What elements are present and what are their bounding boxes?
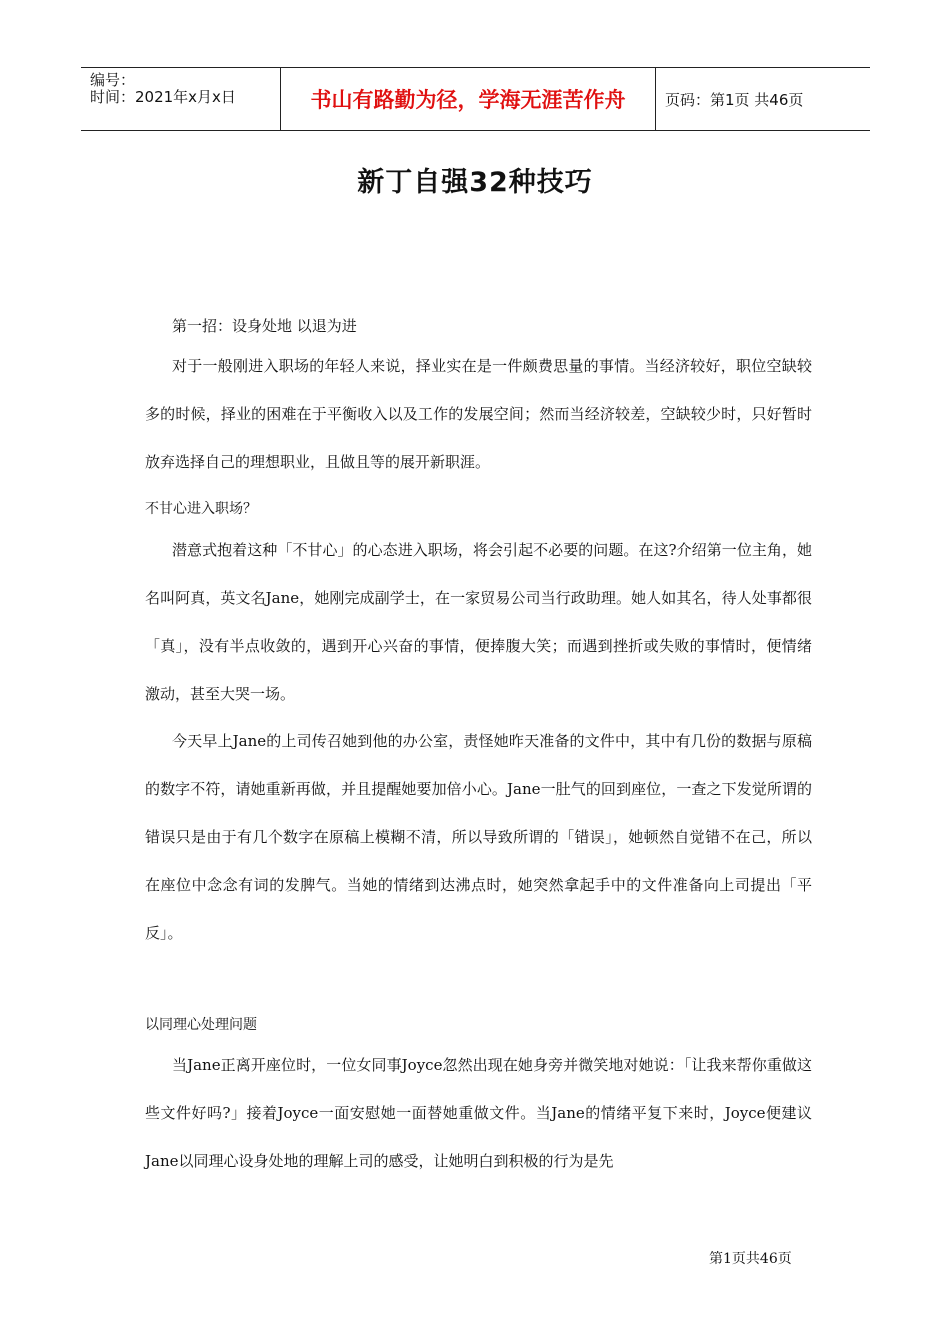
paragraph-1: 对于一般刚进入职场的年轻人来说，择业实在是一件颇费思量的事情。当经济较好，职位空缺较多的时候，择业的困难在于平衡收入以及工作的发展空间；然而当经济较差，空缺较少时，只好暂时放弃选择自己的理想职业，且做且等的展开新职涯。 xyxy=(145,357,812,471)
page-header xyxy=(81,67,870,131)
paragraph-4: 当Jane正离开座位时，一位女同事Joyce忽然出现在她身旁并微笑地对她说：「让我来帮你重做这些文件好吗?」接着Joyce一面安慰她一面替她重做文件。当Jane的情绪平复下来时，Joyce便建议Jane以同理心设身处地的理解上司的感受，让她明白到积极的行为是先 xyxy=(145,1056,812,1170)
page-footer: 第1页共46页 xyxy=(709,1251,792,1267)
header-motto: 书山有路勤为径，学海无涯苦作舟 xyxy=(281,68,656,130)
subheading-2: 以同理心处理问题 xyxy=(145,1017,257,1033)
paragraph-2: 潜意式抱着这种「不甘心」的心态进入职场，将会引起不必要的问题。在这?介绍第一位主角，她名叫阿真，英文名Jane，她刚完成副学士，在一家贸易公司当行政助理。她人如其名，待人处事都很「真」，没有半点收敛的，遇到开心兴奋的事情，便捧腹大笑；而遇到挫折或失败的事情时，便情绪激动，甚至大哭一场。 xyxy=(145,541,812,703)
paragraph-3: 今天早上Jane的上司传召她到他的办公室，责怪她昨天准备的文件中，其中有几份的数据与原稿的数字不符，请她重新再做，并且提醒她要加倍小心。Jane一肚气的回到座位，一查之下发觉所谓的错误只是由于有几个数字在原稿上模糊不清，所以导致所谓的「错误」，她顿然自觉错不在己，所以在座位中念念有词的发脾气。当她的情绪到达沸点时，她突然拿起手中的文件准备向上司提出「平反」。 xyxy=(145,732,812,942)
header-page-label: 页码：第1页 共46页 xyxy=(665,90,804,109)
number-label: 编号： xyxy=(90,71,136,89)
time-label: 时间：2021年x月x日 xyxy=(90,88,236,106)
subheading-1: 不甘心进入职场？ xyxy=(145,501,257,517)
header-meta xyxy=(81,68,281,130)
section-heading: 第一招：设身处地 以退为进 xyxy=(172,317,357,335)
document-title: 新丁自强32种技巧 xyxy=(357,167,593,198)
